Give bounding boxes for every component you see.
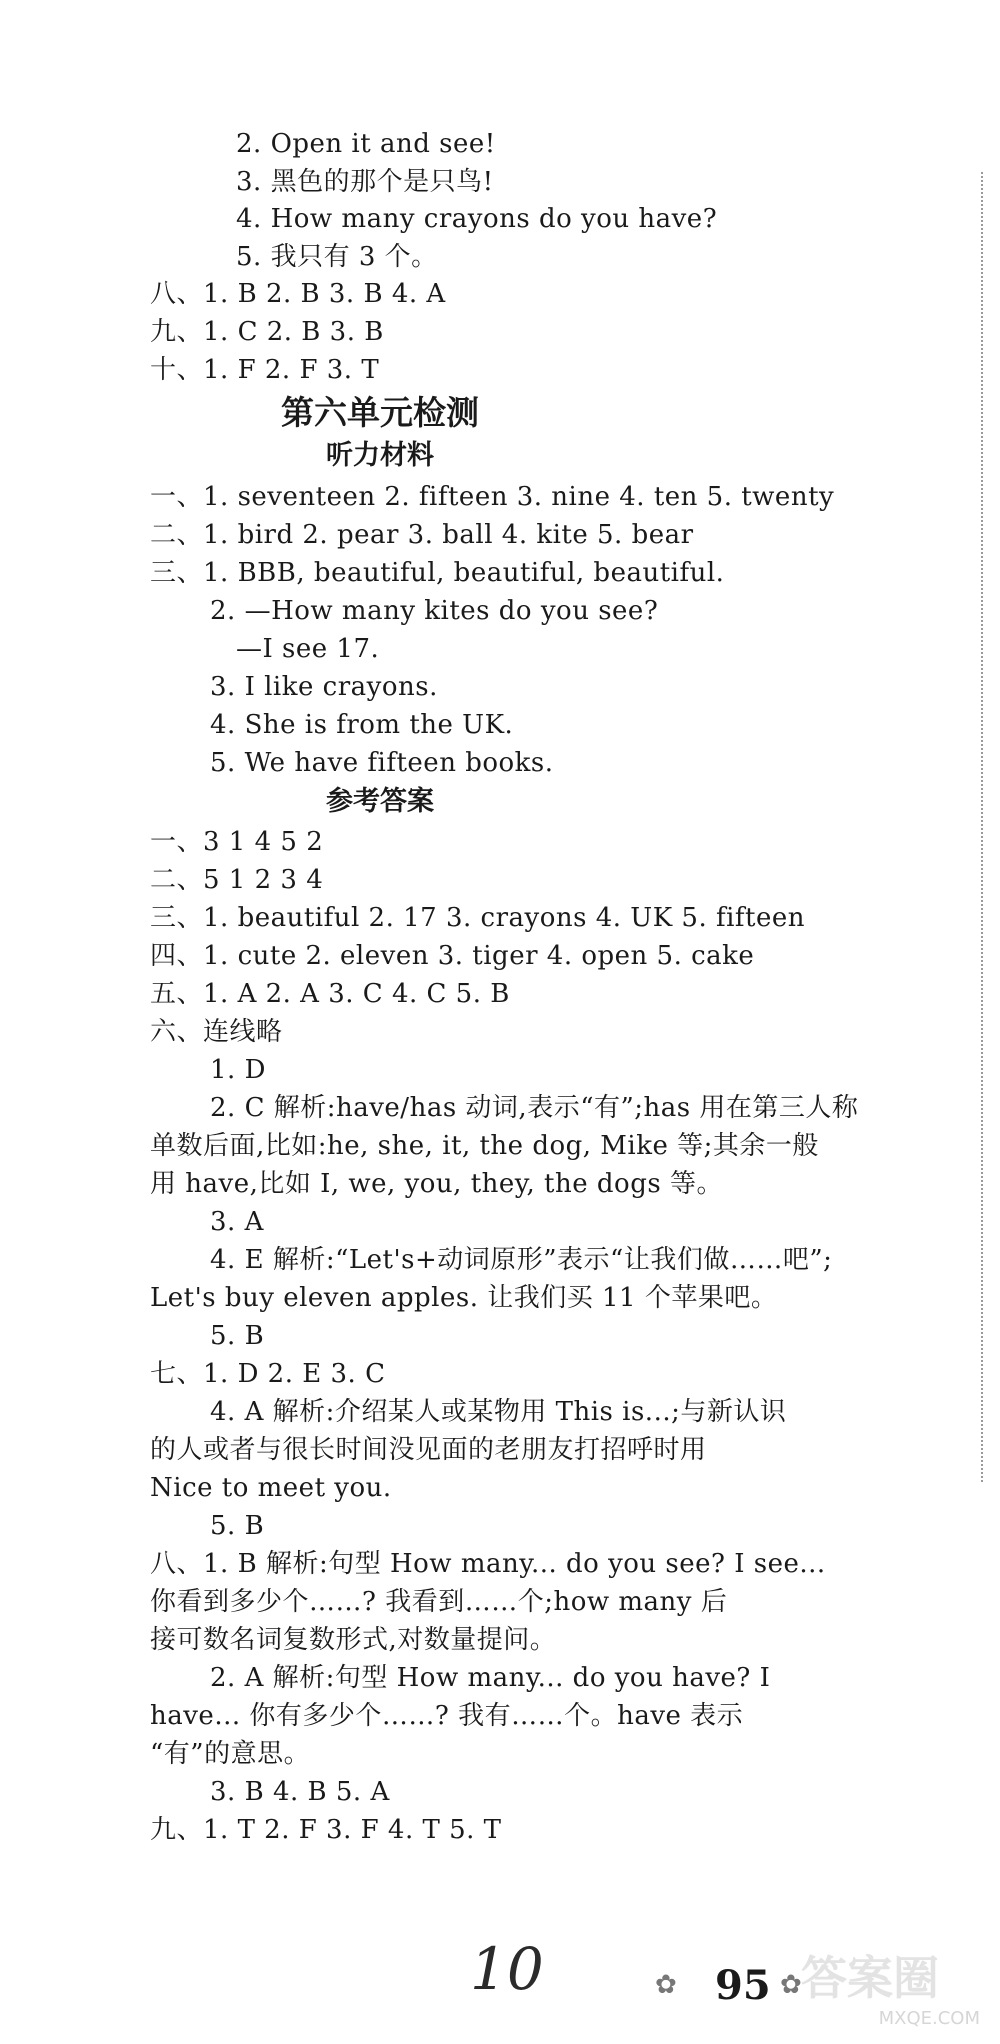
- answer-line: 九、1. T 2. F 3. F 4. T 5. T: [150, 1815, 502, 1845]
- answer-line: 三、1. beautiful 2. 17 3. crayons 4. UK 5. fifteen: [150, 903, 806, 933]
- answer-line: 六、连线略: [150, 1017, 283, 1047]
- answer-line: 3. 黑色的那个是只鸟!: [236, 167, 494, 197]
- answers-section-title: 参考答案: [326, 786, 434, 817]
- answer-line: 4. How many crayons do you have?: [236, 204, 718, 234]
- answer-line: 四、1. cute 2. eleven 3. tiger 4. open 5. cake: [150, 941, 755, 971]
- listening-line: 三、1. BBB, beautiful, beautiful, beautiful.: [150, 558, 725, 588]
- answer-line: 2. A 解析:句型 How many... do you have? I: [210, 1663, 771, 1693]
- answer-line: 五、1. A 2. A 3. C 4. C 5. B: [150, 979, 510, 1009]
- answer-line: 十、1. F 2. F 3. T: [150, 355, 380, 385]
- answer-line: 七、1. D 2. E 3. C: [150, 1359, 386, 1389]
- answer-line: 4. E 解析:“Let's+动词原形”表示“让我们做……吧”;: [210, 1245, 833, 1275]
- answer-line: 一、3 1 4 5 2: [150, 827, 324, 857]
- handwritten-score: 10: [470, 1935, 544, 2003]
- unit-title: 第六单元检测: [281, 393, 479, 432]
- listening-line: —I see 17.: [236, 634, 380, 664]
- flower-ornament-icon: ✿: [655, 1970, 677, 2000]
- answer-line: 2. Open it and see!: [236, 129, 496, 159]
- answer-line: “有”的意思。: [150, 1739, 311, 1769]
- listening-line: 3. I like crayons.: [210, 672, 438, 702]
- answer-line: 3. B 4. B 5. A: [210, 1777, 390, 1807]
- answer-line: 八、1. B 解析:句型 How many... do you see? I see...: [150, 1549, 826, 1579]
- answer-line: 九、1. C 2. B 3. B: [150, 317, 384, 347]
- listening-line: 5. We have fifteen books.: [210, 748, 554, 778]
- page-number: 95: [715, 1962, 771, 2009]
- listening-line: 二、1. bird 2. pear 3. ball 4. kite 5. bear: [150, 520, 694, 550]
- answer-line: 的人或者与很长时间没见面的老朋友打招呼时用: [150, 1435, 707, 1465]
- answer-line: 5. B: [210, 1511, 265, 1541]
- listening-line: 2. —How many kites do you see?: [210, 596, 659, 626]
- watermark-logo: [760, 1950, 980, 2030]
- answer-line: 用 have,比如 I, we, you, they, the dogs 等。: [150, 1169, 723, 1199]
- listening-line: 一、1. seventeen 2. fifteen 3. nine 4. ten 5. twenty: [150, 482, 835, 512]
- answer-line: 你看到多少个……? 我看到……个;how many 后: [150, 1587, 728, 1617]
- answer-line: 4. A 解析:介绍某人或某物用 This is...;与新认识: [210, 1397, 787, 1427]
- answer-line: 5. 我只有 3 个。: [236, 242, 438, 272]
- answer-line: have... 你有多少个……? 我有……个。have 表示: [150, 1701, 744, 1731]
- watermark-text: 答案圈: [801, 1951, 939, 2005]
- answer-line: 2. C 解析:have/has 动词,表示“有”;has 用在第三人称: [210, 1093, 859, 1123]
- answer-line: 1. D: [210, 1055, 266, 1085]
- answer-line: 5. B: [210, 1321, 265, 1351]
- answer-line: 八、1. B 2. B 3. B 4. A: [150, 279, 446, 309]
- answer-line: 3. A: [210, 1207, 264, 1237]
- answer-line: Let's buy eleven apples. 让我们买 11 个苹果吧。: [150, 1283, 778, 1313]
- answer-line: 接可数名词复数形式,对数量提问。: [150, 1625, 557, 1655]
- listening-section-title: 听力材料: [326, 440, 434, 471]
- answer-line: 单数后面,比如:he, she, it, the dog, Mike 等;其余一般: [150, 1131, 819, 1161]
- flower-ornament-icon: ✿: [780, 1970, 802, 2000]
- watermark-url: MXQE.COM: [878, 2008, 980, 2029]
- listening-line: 4. She is from the UK.: [210, 710, 514, 740]
- binding-edge-divider: [981, 172, 983, 1482]
- answer-line: 二、5 1 2 3 4: [150, 865, 324, 895]
- answer-line: Nice to meet you.: [150, 1473, 392, 1503]
